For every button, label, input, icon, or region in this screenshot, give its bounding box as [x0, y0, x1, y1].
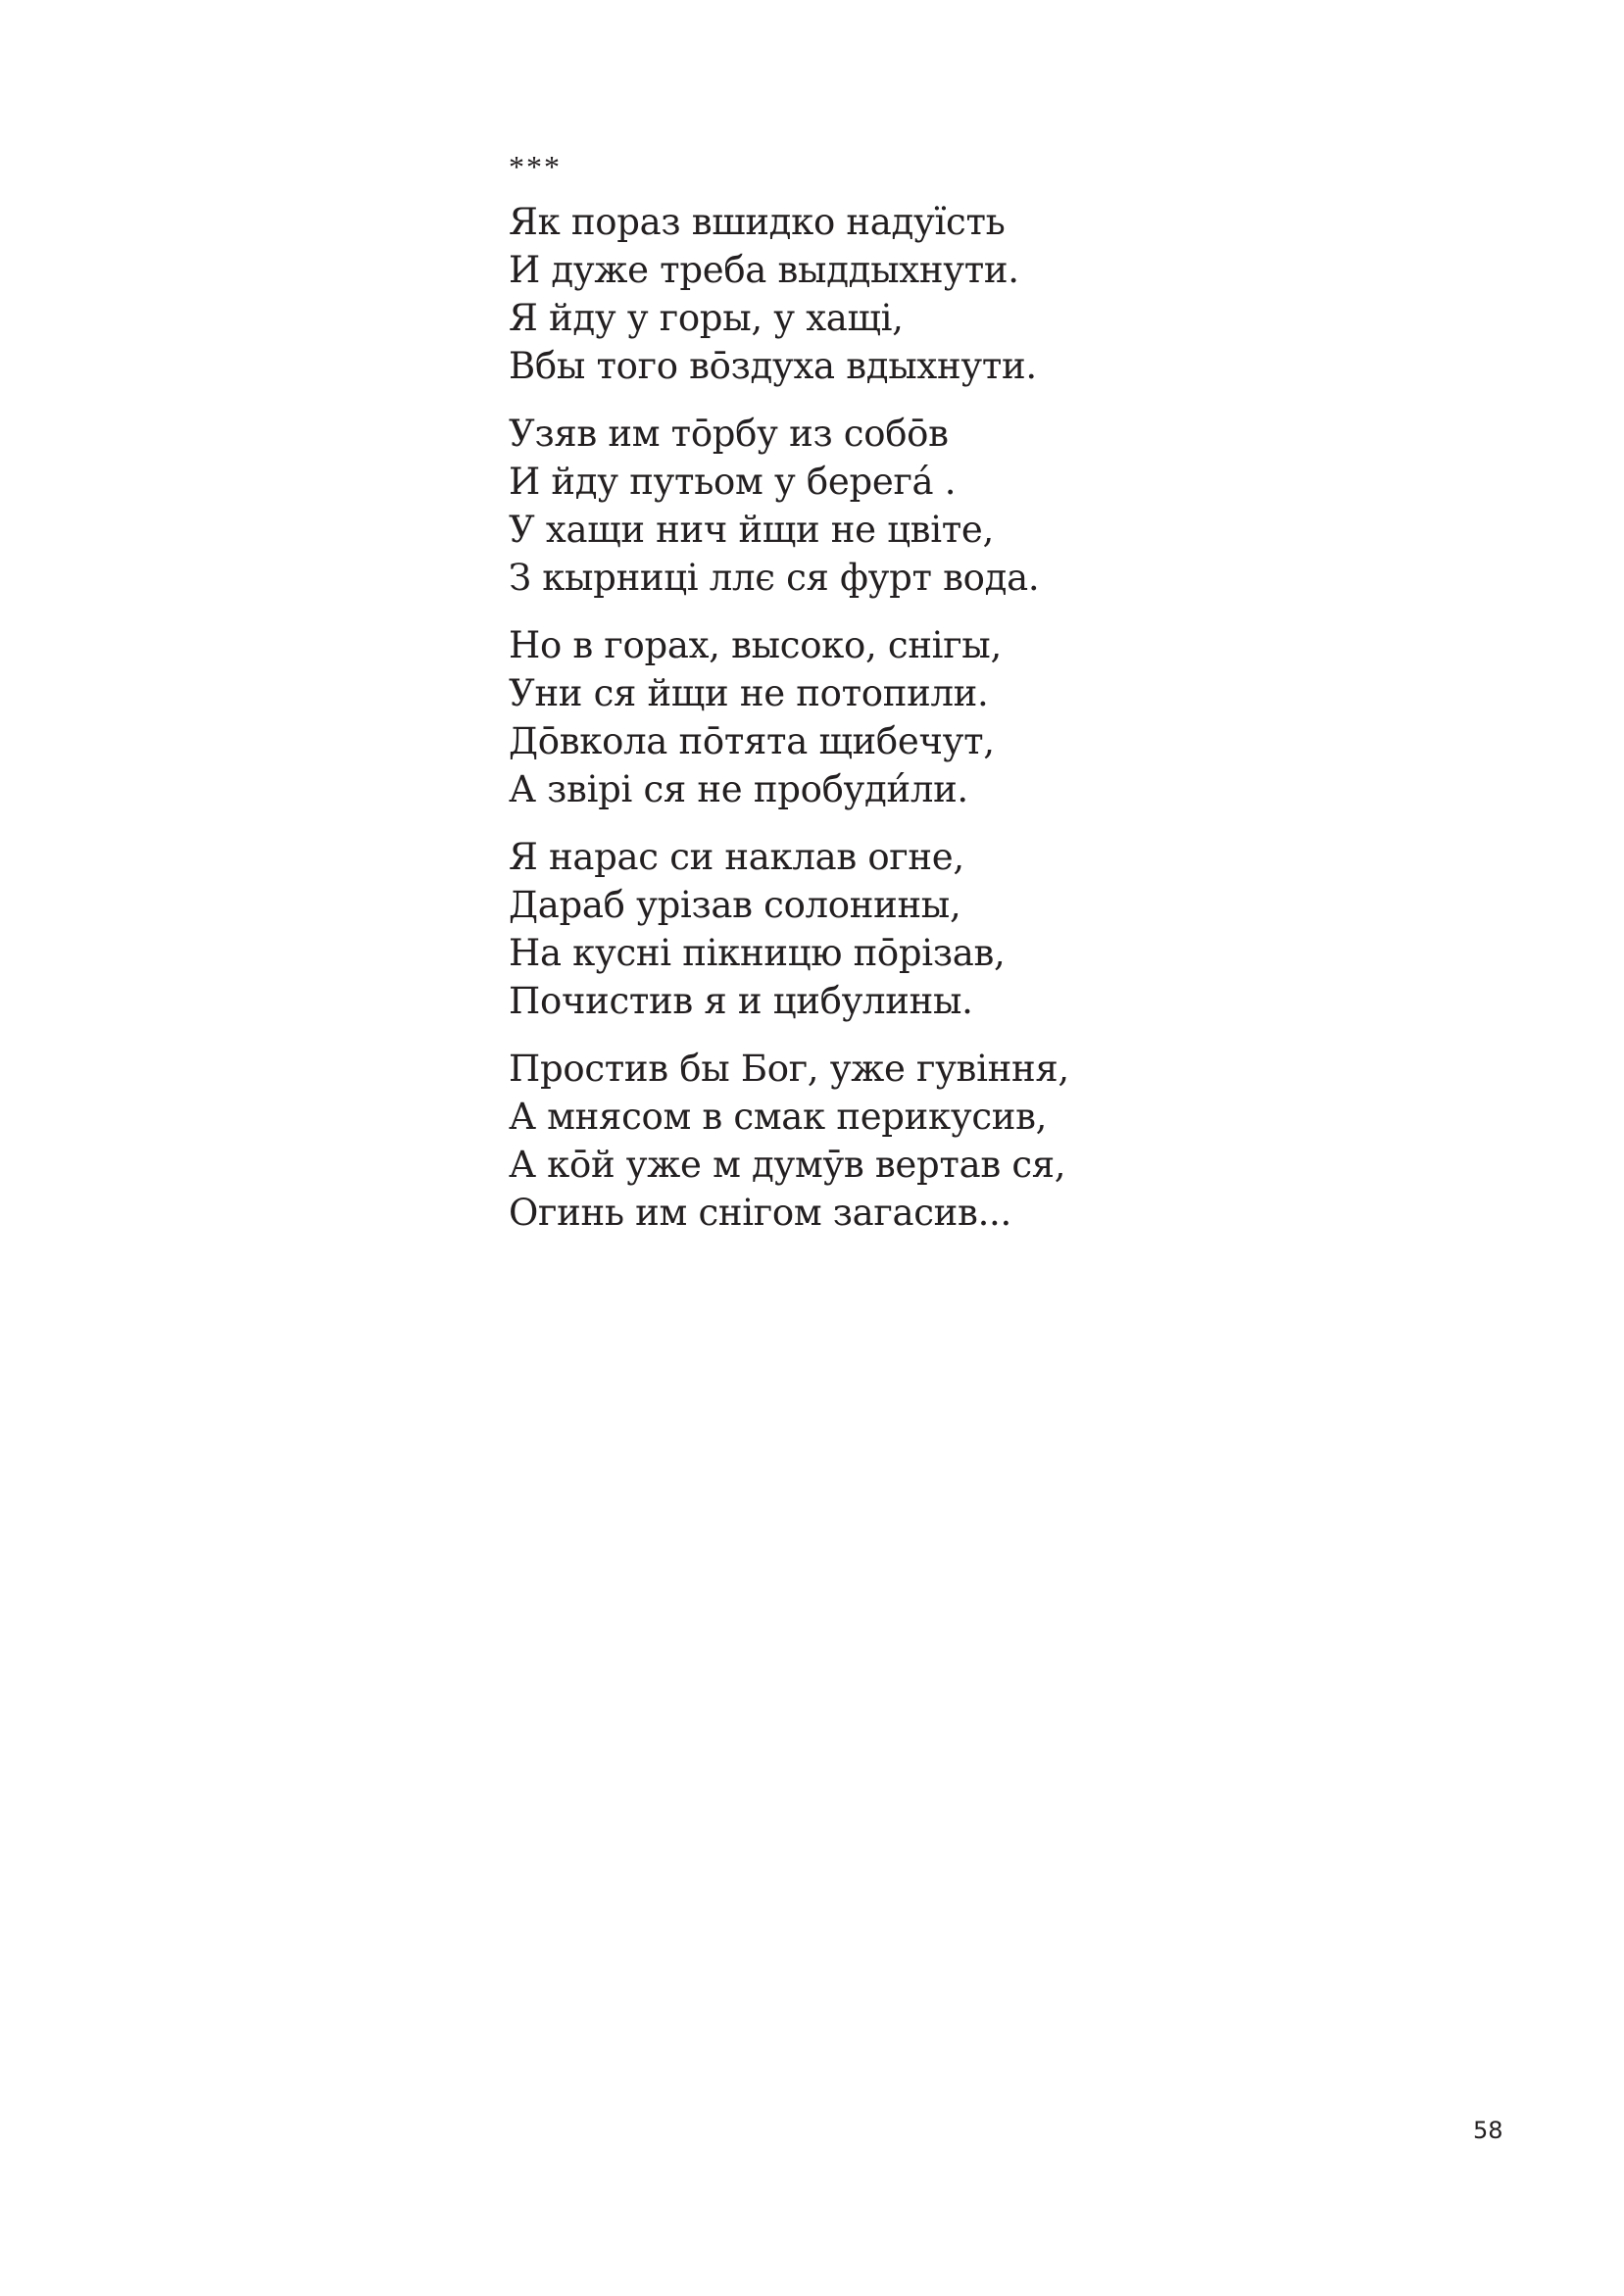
poem-line: И йду путьом у берега́ .	[509, 461, 957, 503]
poem-line: Як пораз вшидко надуїсть	[509, 201, 1006, 243]
poem-line: У хащи нич йщи не цвіте,	[509, 509, 994, 551]
poem-heading: ***	[509, 149, 562, 184]
poem-line: Почистив я и цибулины.	[509, 980, 973, 1022]
poem-line: Я нарас си наклав огне,	[509, 836, 964, 878]
stanza-3	[509, 621, 1312, 813]
poem-line: Я йду у горы, у хащі,	[509, 297, 904, 339]
poem-line: Вбы того во̄здуха вдыхнути.	[509, 345, 1037, 387]
poem-line: Огинь им снігом загасив...	[509, 1192, 1011, 1234]
stanza-5	[509, 1045, 1312, 1237]
poem-line: До̄вкола по̄тята щибечут,	[509, 720, 995, 762]
poem-line: А мнясом в смак перикусив,	[509, 1096, 1048, 1138]
stanza-2	[509, 410, 1312, 602]
poem-line: Простив бы Бог, уже гувіння,	[509, 1048, 1069, 1090]
poem-line: И дуже треба выддыхнути.	[509, 249, 1019, 291]
poem-line: З кырниці ллє ся фурт вода.	[509, 557, 1040, 599]
poem-line: Уни ся йщи не потопили.	[509, 672, 989, 714]
poem-line: Дараб урізав солонины,	[509, 884, 961, 926]
stanza-1	[509, 198, 1312, 390]
poem	[509, 147, 1312, 1256]
poem-line: А ко̄й уже м думӯв вертав ся,	[509, 1144, 1066, 1186]
poem-line: На кусні пікницю по̄різав,	[509, 932, 1006, 974]
poem-line: Но в горах, высоко, снігы,	[509, 624, 1002, 666]
poem-line: Узяв им то̄рбу из собо̄в	[509, 413, 949, 455]
poem-line: А звірі ся не пробуди́ли.	[509, 768, 968, 810]
stanza-4	[509, 833, 1312, 1025]
page-number: 58	[1473, 2117, 1503, 2144]
